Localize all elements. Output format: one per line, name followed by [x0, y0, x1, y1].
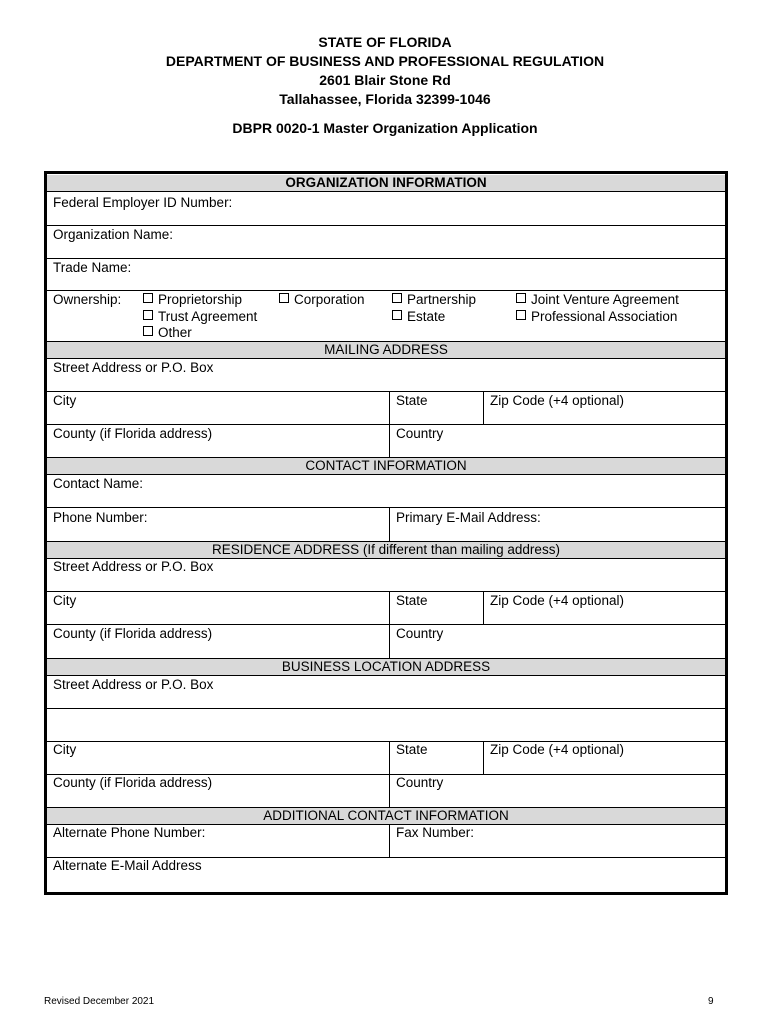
ownership-option-corporation[interactable]: Corporation — [279, 292, 365, 308]
checkbox-icon[interactable] — [392, 310, 402, 320]
residence-zip-label: Zip Code (+4 optional) — [490, 593, 624, 608]
mailing-zip-label: Zip Code (+4 optional) — [490, 393, 624, 408]
header-city: Tallahassee, Florida 32399-1046 — [279, 91, 491, 107]
ownership-option-partnership[interactable]: Partnership — [392, 292, 476, 308]
organization-name-label: Organization Name: — [53, 227, 174, 242]
business-country-label: Country — [396, 775, 444, 790]
contact-name-label: Contact Name: — [53, 476, 144, 491]
ownership-option-estate[interactable]: Estate — [392, 309, 445, 325]
ownership-option-joint-venture[interactable]: Joint Venture Agreement — [516, 292, 679, 308]
section-contact-information: CONTACT INFORMATION — [47, 458, 725, 474]
agency-header — [0, 33, 770, 109]
alternate-phone-label: Alternate Phone Number: — [53, 825, 206, 840]
section-organization-information: ORGANIZATION INFORMATION — [47, 175, 725, 191]
ownership-option-trust[interactable]: Trust Agreement — [143, 309, 257, 325]
section-business-location-address: BUSINESS LOCATION ADDRESS — [47, 659, 725, 675]
fein-label: Federal Employer ID Number: — [53, 195, 233, 210]
checkbox-icon[interactable] — [392, 293, 402, 303]
business-city-label: City — [53, 742, 77, 757]
alternate-email-label: Alternate E-Mail Address — [53, 858, 202, 873]
primary-email-label: Primary E-Mail Address: — [396, 510, 541, 525]
header-state: STATE OF FLORIDA — [318, 34, 452, 50]
business-zip-label: Zip Code (+4 optional) — [490, 742, 624, 757]
trade-name-label: Trade Name: — [53, 260, 132, 275]
header-department: DEPARTMENT OF BUSINESS AND PROFESSIONAL REGULATION — [165, 53, 605, 69]
phone-number-label: Phone Number: — [53, 510, 148, 525]
checkbox-icon[interactable] — [143, 310, 153, 320]
residence-country-label: Country — [396, 626, 444, 641]
ownership-label: Ownership: — [53, 292, 122, 307]
application-form — [44, 171, 728, 895]
business-state-label: State — [396, 742, 428, 757]
mailing-state-label: State — [396, 393, 428, 408]
mailing-street-label: Street Address or P.O. Box — [53, 360, 214, 375]
business-street-label: Street Address or P.O. Box — [53, 677, 214, 692]
mailing-city-label: City — [53, 393, 77, 408]
revision-date: Revised December 2021 — [44, 996, 155, 1007]
residence-city-label: City — [53, 593, 77, 608]
checkbox-icon[interactable] — [516, 310, 526, 320]
header-street: 2601 Blair Stone Rd — [319, 72, 451, 88]
fax-number-label: Fax Number: — [396, 825, 475, 840]
checkbox-icon[interactable] — [279, 293, 289, 303]
section-residence-address: RESIDENCE ADDRESS (If different than mailing address) — [47, 542, 725, 558]
residence-street-label: Street Address or P.O. Box — [53, 559, 214, 574]
mailing-country-label: Country — [396, 426, 444, 441]
page-number: 9 — [708, 996, 714, 1007]
section-mailing-address: MAILING ADDRESS — [47, 342, 725, 358]
ownership-option-proprietorship[interactable]: Proprietorship — [143, 292, 242, 308]
mailing-county-label: County (if Florida address) — [53, 426, 213, 441]
checkbox-icon[interactable] — [143, 326, 153, 336]
checkbox-icon[interactable] — [143, 293, 153, 303]
form-title: DBPR 0020-1 Master Organization Application — [232, 120, 538, 136]
business-county-label: County (if Florida address) — [53, 775, 213, 790]
ownership-option-other[interactable]: Other — [143, 325, 192, 341]
ownership-option-professional-association[interactable]: Professional Association — [516, 309, 677, 325]
residence-state-label: State — [396, 593, 428, 608]
checkbox-icon[interactable] — [516, 293, 526, 303]
section-additional-contact-information: ADDITIONAL CONTACT INFORMATION — [47, 808, 725, 824]
residence-county-label: County (if Florida address) — [53, 626, 213, 641]
